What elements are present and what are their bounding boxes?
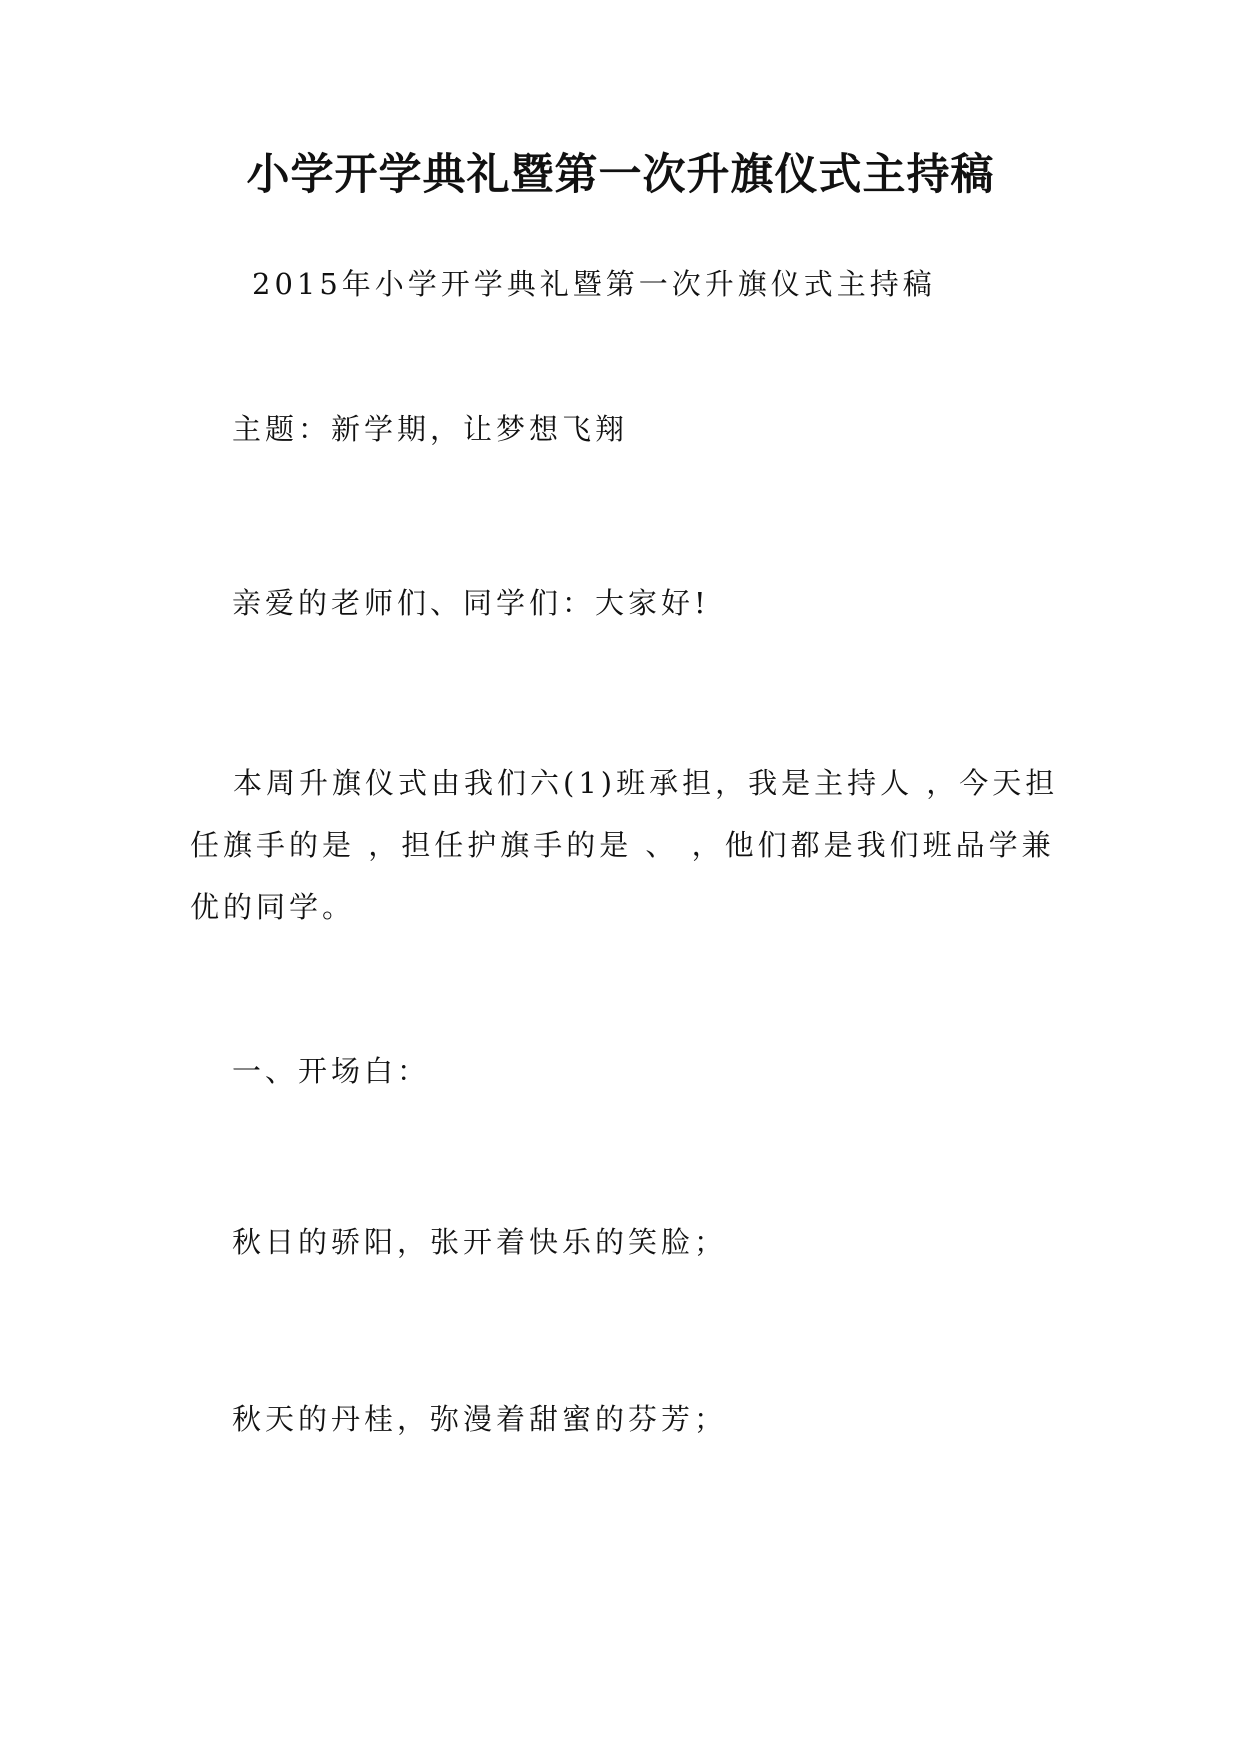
document-title: 小学开学典礼暨第一次升旗仪式主持稿	[246, 150, 995, 200]
section-heading: 一、开场白：	[232, 1054, 431, 1088]
theme-line: 主题：新学期，让梦想飞翔	[232, 412, 629, 446]
document-subtitle: 2015年小学开学典礼暨第一次升旗仪式主持稿	[252, 267, 936, 301]
verse-line-1: 秋日的骄阳，张开着快乐的笑脸；	[232, 1225, 728, 1259]
greeting-line: 亲爱的老师们、同学们：大家好!	[232, 586, 710, 620]
verse-line-2: 秋天的丹桂，弥漫着甜蜜的芬芳；	[232, 1402, 728, 1436]
intro-paragraph: 本周升旗仪式由我们六(1)班承担，我是主持人 ，今天担任旗手的是 ，担任护旗手的是 、 ，他们都是我们班品学兼优的同学。	[190, 766, 1059, 924]
